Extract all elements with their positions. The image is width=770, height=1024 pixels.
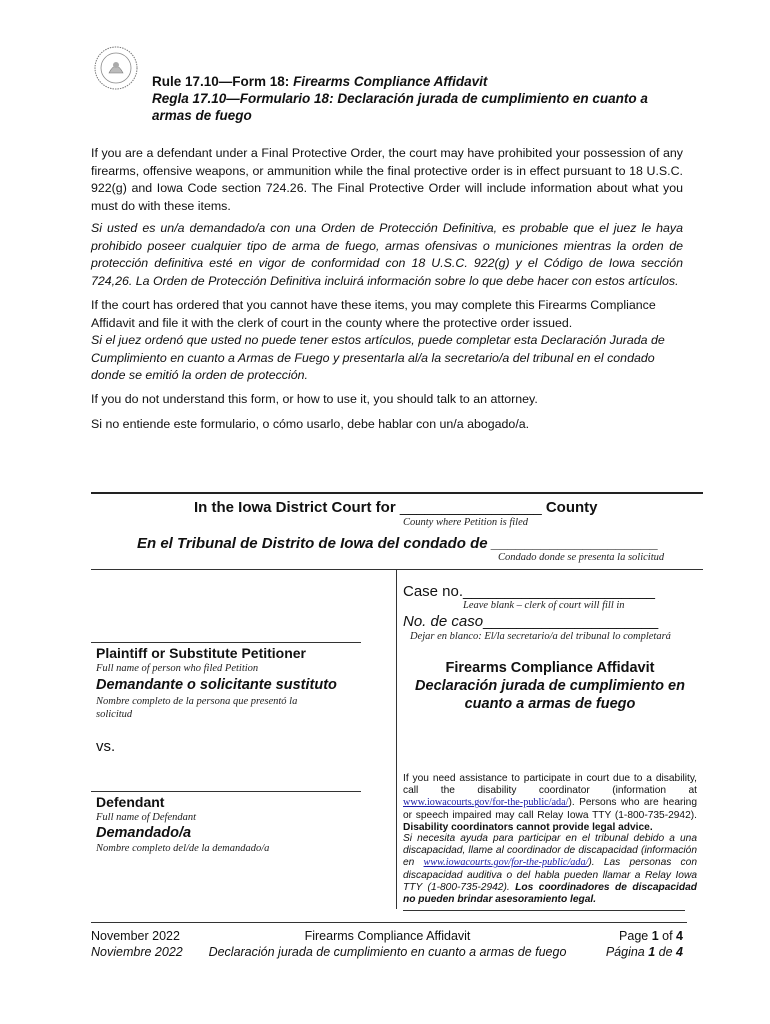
footer-title-spanish: Declaración jurada de cumplimiento en cuanto a armas de fuego — [208, 945, 567, 959]
ada-notice-spanish: Si necesita ayuda para participar en el tribunal debido a una discapacidad, llame al coordinador de discapacidad (información en www.iowacourts.gov/for-the-public/ada/). Las personas con discapacidad auditiva o del habla pueden llamar a Relay Iowa TTY (1-800-735-2942). Los coordinadores de discapacidad no pueden brindar asesoramiento legal. — [403, 833, 697, 906]
demandado-caption: Nombre completo del/de la demandado/a — [96, 843, 270, 854]
caption-divider — [396, 569, 397, 909]
footer-date-english: November 2022 — [91, 929, 180, 943]
court-heading-english: In the Iowa District Court for _________________ County — [194, 499, 598, 516]
case-number-caption: Leave blank – clerk of court will fill in — [463, 600, 625, 611]
form-title-spanish-line2: armas de fuego — [152, 108, 252, 123]
demandante-caption: Nombre completo de la persona que presentó la solicitud — [96, 696, 298, 720]
instruction-paragraph-english: If the court has ordered that you cannot have these items, you may complete this Firearms Compliance Affidavit and file it with the clerk of court in the county where the protective order issued. — [91, 298, 656, 330]
demandado-label: Demandado/a — [96, 825, 192, 841]
attorney-note-english: If you do not understand this form, or how to use it, you should talk to an attorney. — [91, 392, 538, 406]
form-title-box-english: Firearms Compliance Affidavit — [445, 660, 655, 676]
caption-top-rule — [91, 492, 703, 494]
footer-page-number-english: Page 1 of 4 — [619, 929, 683, 943]
instruction-paragraph-spanish: Si el juez ordenó que usted no puede tener estos artículos, puede completar esta Declaración Jurada de Cumplimiento en cuanto a Armas de Fuego y presentarla al/a la secretario/a del tribunal en el condado donde se emitió la orden de protección. — [91, 333, 665, 382]
numero-de-caso-caption: Dejar en blanco: El/la secretario/a del tribunal lo completará — [410, 631, 671, 642]
footer-title-english: Firearms Compliance Affidavit — [304, 929, 471, 943]
demandante-label: Demandante o solicitante sustituto — [96, 677, 337, 693]
ada-link-english[interactable]: www.iowacourts.gov/for-the-public/ada/ — [403, 797, 569, 809]
court-heading-spanish: En el Tribunal de Distrito de Iowa del condado de ____________________ — [137, 535, 659, 552]
numero-de-caso-field[interactable]: No. de caso_____________________ — [403, 613, 659, 630]
footer-page-number-spanish: Página 1 de 4 — [605, 945, 683, 959]
form-title-box-spanish-line1: Declaración jurada de cumplimiento en — [415, 678, 685, 694]
iowa-judicial-seal-icon — [93, 45, 139, 91]
condado-input[interactable]: ____________________ — [491, 535, 659, 552]
footer-date-spanish: Noviembre 2022 — [91, 945, 183, 959]
plaintiff-label: Plaintiff or Substitute Petitioner — [96, 645, 307, 661]
county-input[interactable]: _________________ — [399, 499, 542, 516]
case-number-field[interactable]: Case no._______________________ — [403, 583, 655, 600]
defendant-caption: Full name of Defendant — [96, 812, 197, 823]
condado-caption: Condado donde se presenta la solicitud — [498, 552, 665, 563]
ada-notice-english: If you need assistance to participate in court due to a disability, call the disability coordinator (information at www.iowacourts.gov/for-the-public/ada/). Persons who are hearing or speech impaired may call Relay Iowa TTY (1-800-735-2942). Disability coordinators cannot provide legal advice. — [403, 773, 697, 833]
plaintiff-name-line[interactable] — [91, 642, 361, 643]
defendant-name-line[interactable] — [91, 791, 361, 792]
county-caption: County where Petition is filed — [403, 517, 529, 528]
form-title-spanish-line1: Regla 17.10—Formulario 18: Declaración jurada de cumplimiento en cuanto a — [152, 91, 648, 106]
defendant-label: Defendant — [96, 794, 165, 810]
form-title-english: Rule 17.10—Form 18: Firearms Compliance Affidavit — [152, 74, 488, 89]
ada-link-spanish[interactable]: www.iowacourts.gov/for-the-public/ada/ — [423, 857, 589, 869]
ada-bottom-rule — [403, 910, 685, 911]
attorney-note-spanish: Si no entiende este formulario, o cómo usarlo, debe hablar con un/a abogado/a. — [91, 417, 530, 431]
caption-second-rule — [91, 569, 703, 570]
versus-label: vs. — [96, 738, 116, 755]
intro-paragraph-spanish: Si usted es un/a demandado/a con una Orden de Protección Definitiva, es probable que el juez le haya prohibido poseer cualquier tipo de arma de fuego, armas ofensivas o municiones mientras la orden de protección definitiva esté en vigor de conformidad con 18 U.S.C. 922(g) y el Código de Iowa sección 724,26. La Orden de Protección Definitiva incluirá información sobre lo que debe hacer con estos artículos. — [91, 221, 683, 288]
intro-paragraph-english: If you are a defendant under a Final Protective Order, the court may have prohibited your possession of any firearms, offensive weapons, or ammunition while the final protective order is in effect pursuant to 18 U.S.C. 922(g) and Iowa Code section 724.26. The Final Protective Order will include information about what you must do with these items. — [91, 146, 683, 213]
footer-rule — [91, 922, 687, 923]
plaintiff-caption: Full name of person who filed Petition — [96, 663, 259, 674]
form-title-box-spanish-line2: cuanto a armas de fuego — [464, 696, 636, 712]
